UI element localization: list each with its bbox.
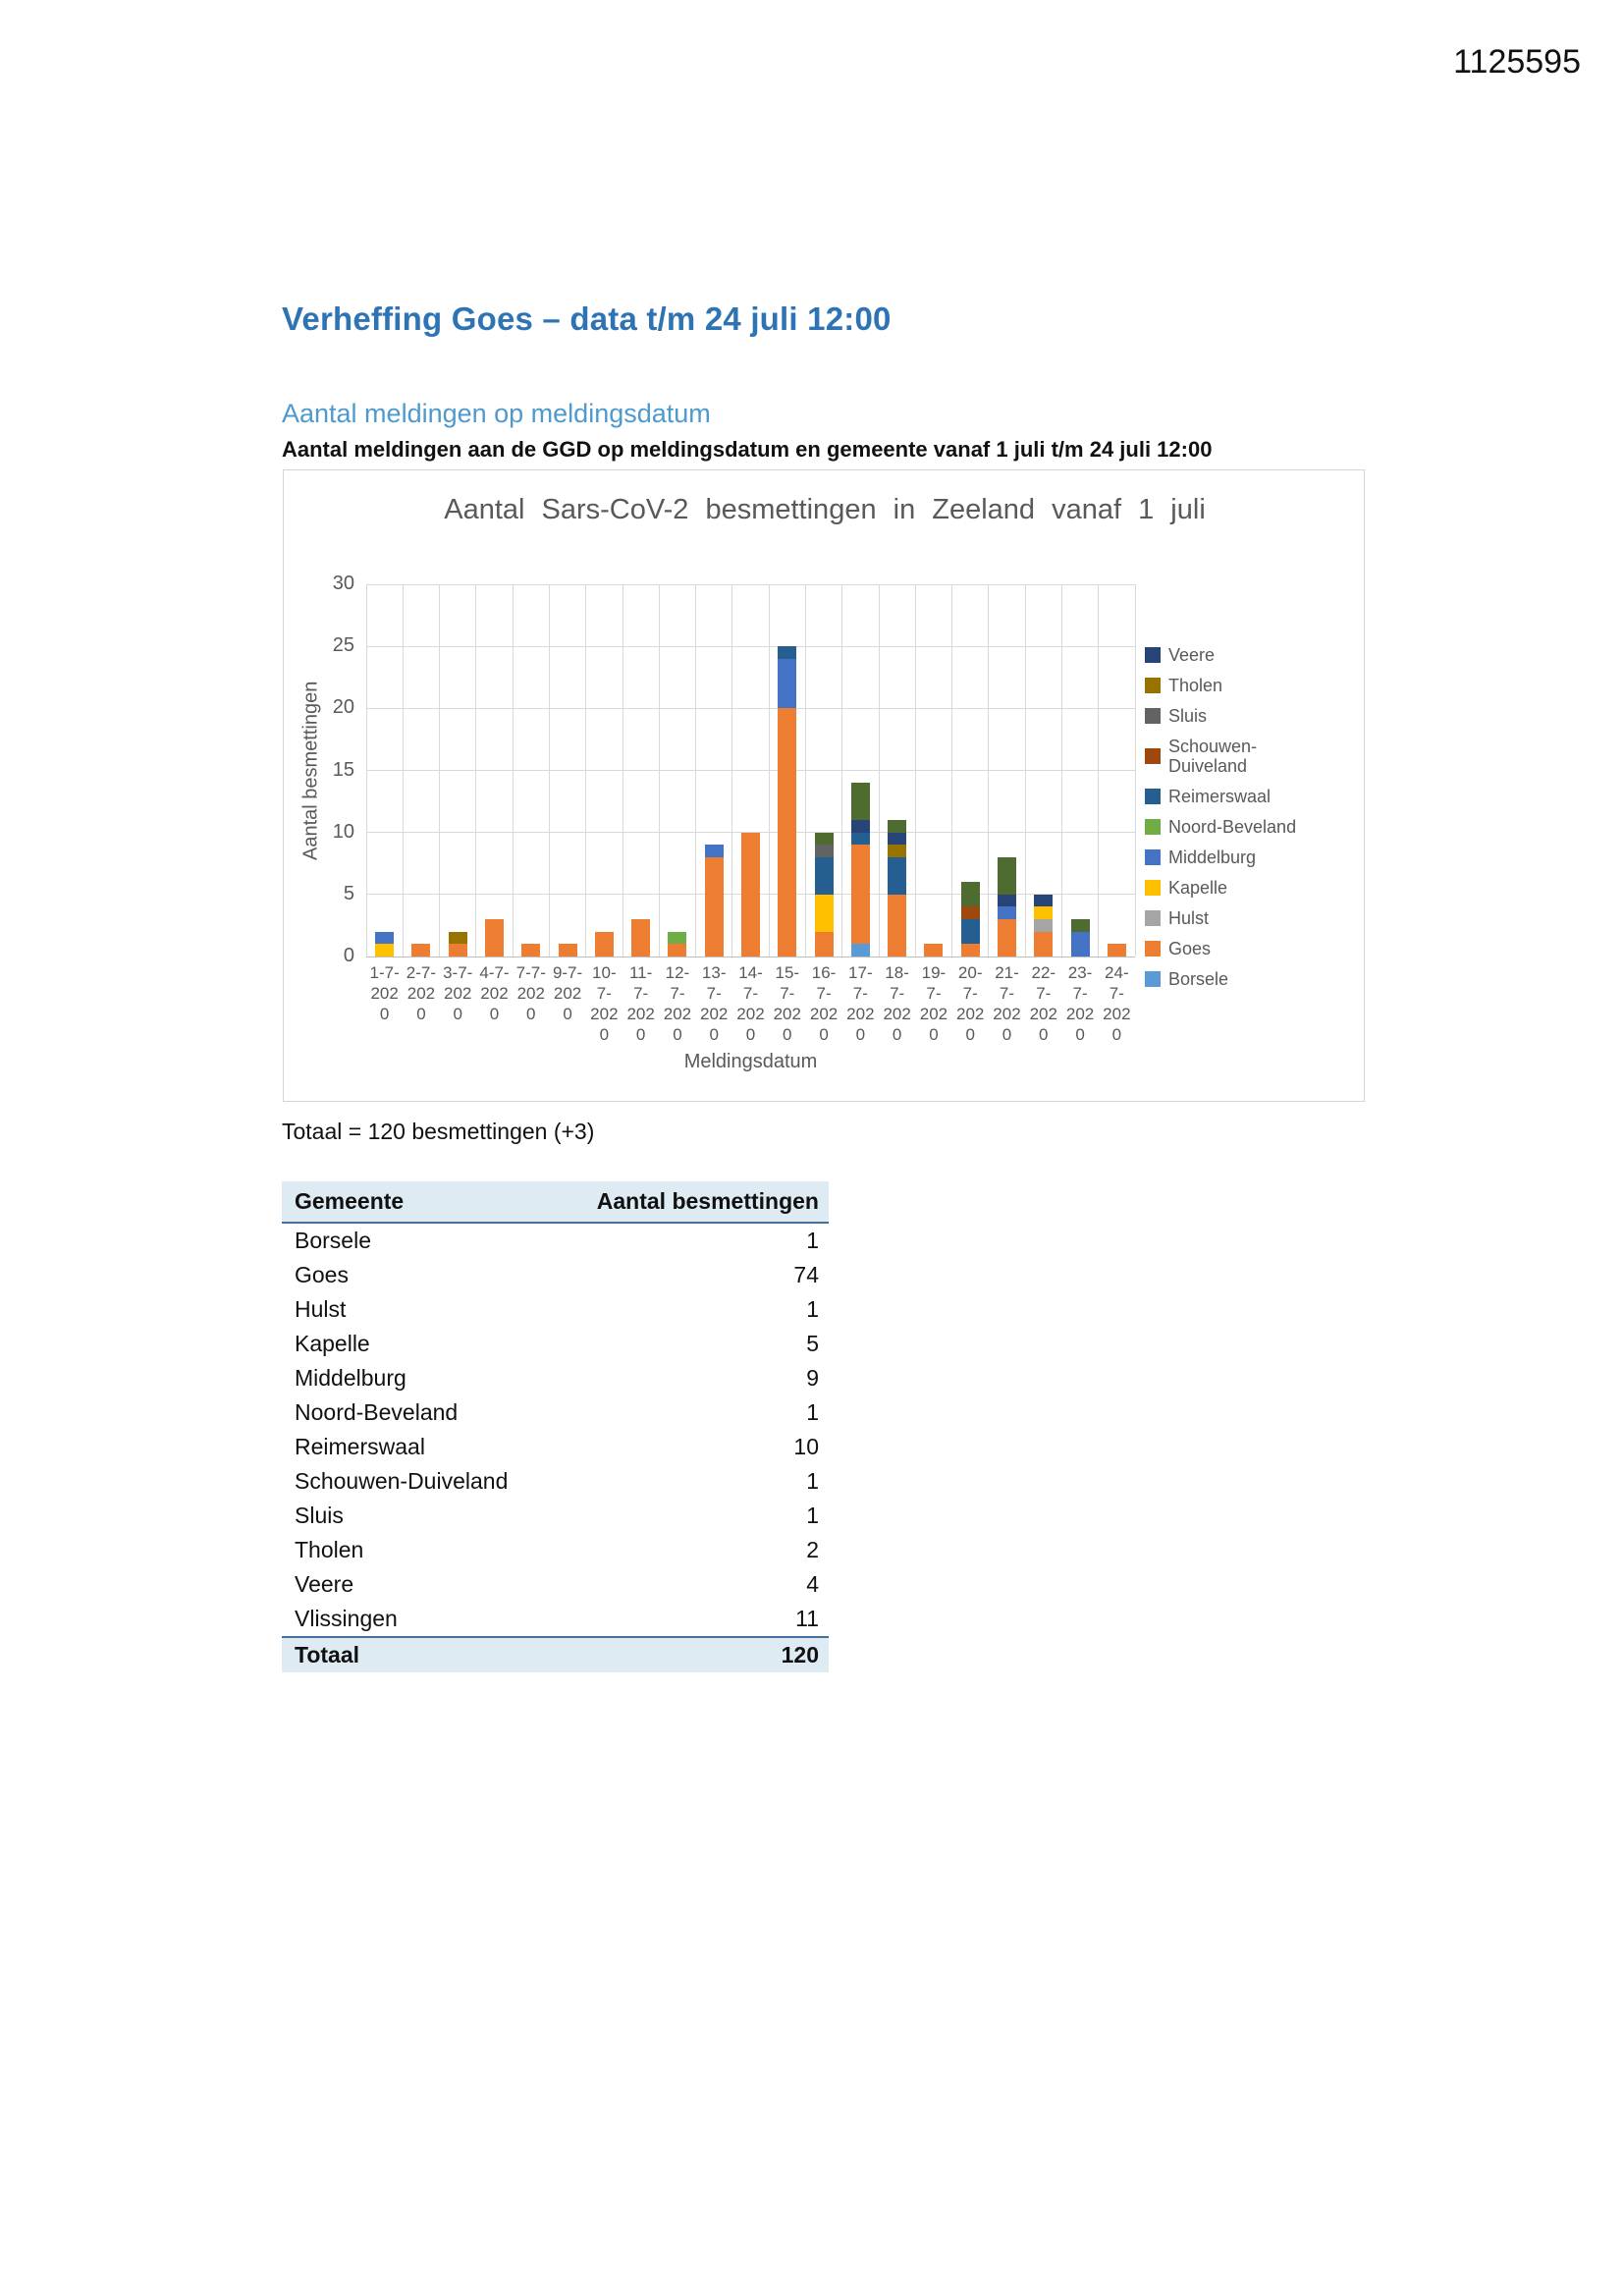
bar-segment xyxy=(888,895,906,957)
bar-segment xyxy=(778,659,796,709)
table-cell-gemeente: Sluis xyxy=(295,1503,344,1528)
legend-label: Reimerswaal xyxy=(1168,787,1272,806)
page-title: Verheffing Goes – data t/m 24 juli 12:00 xyxy=(282,301,892,337)
bar-segment xyxy=(851,944,870,957)
legend-swatch-schouwen-duiveland xyxy=(1145,748,1161,764)
table-cell-aantal: 1 xyxy=(806,1503,819,1528)
legend-swatch-borsele xyxy=(1145,971,1161,987)
legend-swatch-goes xyxy=(1145,941,1161,957)
gridline-vertical xyxy=(549,584,550,957)
table-cell-gemeente: Vlissingen xyxy=(295,1606,398,1631)
table-cell-aantal: 11 xyxy=(795,1606,819,1631)
bar-segment xyxy=(961,882,980,906)
gridline-vertical xyxy=(951,584,952,957)
gridline-vertical xyxy=(403,584,404,957)
bar-segment xyxy=(998,857,1016,895)
x-axis-labels xyxy=(366,962,1135,1049)
y-axis-tick-label: 15 xyxy=(332,758,354,781)
table-cell-gemeente: Hulst xyxy=(295,1296,347,1322)
x-axis-tick-label: 13- 7- 202 0 xyxy=(700,963,729,1044)
gridline-vertical xyxy=(915,584,916,957)
bar-segment xyxy=(815,845,834,857)
table-cell-aantal: 5 xyxy=(806,1331,819,1356)
bar-segment xyxy=(668,932,686,945)
table-cell-gemeente: Kapelle xyxy=(295,1331,370,1356)
x-axis-tick-label: 23- 7- 202 0 xyxy=(1065,963,1095,1044)
x-axis-tick-label: 7-7- 202 0 xyxy=(515,963,546,1023)
bar-segment xyxy=(815,857,834,895)
gridline-vertical xyxy=(585,584,586,957)
legend-item xyxy=(1145,737,1306,776)
gridline-vertical xyxy=(1135,584,1136,957)
plot-area xyxy=(366,584,1135,957)
gemeente-table xyxy=(282,1181,829,1672)
gridline-vertical xyxy=(513,584,514,957)
bar-segment xyxy=(741,833,760,957)
x-axis-tick-label: 14- 7- 202 0 xyxy=(736,963,765,1044)
table-header-aantal: Aantal besmettingen xyxy=(552,1181,829,1223)
legend-label: Sluis xyxy=(1168,706,1208,726)
table-cell-aantal: 1 xyxy=(806,1468,819,1494)
table-cell-gemeente: Noord-Beveland xyxy=(295,1399,459,1425)
table-header-gemeente: Gemeente xyxy=(282,1181,552,1223)
x-axis-tick-label: 11- 7- 202 0 xyxy=(626,963,655,1044)
table-cell-gemeente: Schouwen-Duiveland xyxy=(295,1468,509,1494)
bar-segment xyxy=(815,895,834,932)
table-row xyxy=(282,1464,829,1499)
gridline-vertical xyxy=(439,584,440,957)
table-row xyxy=(282,1327,829,1361)
bar-segment xyxy=(998,895,1016,907)
bar-segment xyxy=(411,944,430,957)
bar-segment xyxy=(851,820,870,833)
legend-swatch-middelburg xyxy=(1145,849,1161,865)
y-axis-tick-label: 30 xyxy=(332,573,354,594)
total-line: Totaal = 120 besmettingen (+3) xyxy=(282,1119,595,1144)
table-cell-aantal: 1 xyxy=(806,1296,819,1322)
table-total-value: 120 xyxy=(552,1637,829,1672)
bar-segment xyxy=(815,932,834,957)
bar-segment xyxy=(778,646,796,659)
bar-segment xyxy=(521,944,540,957)
gridline-vertical xyxy=(769,584,770,957)
gridline-vertical xyxy=(1061,584,1062,957)
legend-label: Schouwen-Duiveland xyxy=(1168,737,1258,776)
bar-segment xyxy=(668,944,686,957)
x-axis-tick-label: 4-7- 202 0 xyxy=(479,963,510,1023)
bar-segment xyxy=(705,857,724,957)
bar-segment xyxy=(924,944,943,957)
x-axis-tick-label: 21- 7- 202 0 xyxy=(993,963,1021,1044)
bar-segment xyxy=(888,833,906,846)
legend-swatch-veere xyxy=(1145,647,1161,663)
legend-label: Tholen xyxy=(1168,676,1223,695)
chart-legend xyxy=(1145,645,1306,989)
table-cell-aantal: 4 xyxy=(806,1571,819,1597)
y-axis-tick-label: 25 xyxy=(332,634,354,657)
gridline-vertical xyxy=(475,584,476,957)
table-cell-aantal: 1 xyxy=(806,1399,819,1425)
bar-segment xyxy=(1071,919,1090,932)
bar-segment xyxy=(595,932,614,957)
gridline-vertical xyxy=(879,584,880,957)
x-axis-tick-label: 3-7- 202 0 xyxy=(443,963,473,1023)
table-row xyxy=(282,1602,829,1637)
chart-caption: Aantal meldingen aan de GGD op meldingsdatum en gemeente vanaf 1 juli t/m 24 juli 12:00 xyxy=(282,437,1213,462)
gridline-horizontal xyxy=(366,770,1135,771)
table-row xyxy=(282,1499,829,1533)
chart-title: Aantal Sars-CoV-2 besmettingen in Zeeland vanaf 1 juli xyxy=(444,494,1206,525)
x-axis-tick-label: 18- 7- 202 0 xyxy=(883,963,911,1044)
x-axis-tick-label: 24- 7- 202 0 xyxy=(1103,963,1131,1044)
bar-segment xyxy=(1034,895,1053,907)
table-cell-aantal: 1 xyxy=(806,1228,819,1253)
x-axis-tick-label: 9-7- 202 0 xyxy=(552,963,583,1023)
legend-swatch-noord-beveland xyxy=(1145,819,1161,835)
legend-label: Noord-Beveland xyxy=(1168,817,1297,837)
legend-swatch-tholen xyxy=(1145,678,1161,693)
bar-segment xyxy=(961,944,980,957)
table-total-row xyxy=(282,1637,829,1672)
section-heading: Aantal meldingen op meldingsdatum xyxy=(282,399,711,428)
gridline-vertical xyxy=(841,584,842,957)
bar-segment xyxy=(851,783,870,820)
legend-label: Kapelle xyxy=(1168,878,1228,898)
legend-label: Middelburg xyxy=(1168,847,1257,867)
legend-item xyxy=(1145,939,1306,958)
bar-segment xyxy=(851,833,870,846)
bar-segment xyxy=(888,845,906,857)
table-cell-gemeente: Borsele xyxy=(295,1228,371,1253)
legend-item xyxy=(1145,706,1306,726)
gridline-vertical xyxy=(659,584,660,957)
legend-label: Veere xyxy=(1168,645,1216,665)
bar-segment xyxy=(449,944,467,957)
legend-item xyxy=(1145,817,1306,837)
legend-label: Borsele xyxy=(1168,969,1229,989)
gridline-vertical xyxy=(805,584,806,957)
bar-segment xyxy=(851,845,870,944)
gridline-vertical xyxy=(366,584,367,957)
table-total-label: Totaal xyxy=(282,1637,552,1672)
legend-label: Goes xyxy=(1168,939,1212,958)
bar-segment xyxy=(631,919,650,957)
x-axis-tick-label: 15- 7- 202 0 xyxy=(773,963,801,1044)
legend-swatch-hulst xyxy=(1145,910,1161,926)
table-cell-gemeente: Veere xyxy=(295,1571,354,1597)
gridline-vertical xyxy=(1098,584,1099,957)
table-cell-aantal: 74 xyxy=(793,1262,819,1287)
table-row xyxy=(282,1567,829,1602)
table-row xyxy=(282,1395,829,1430)
y-axis-tick-label: 0 xyxy=(343,945,354,966)
bar-segment xyxy=(1034,932,1053,957)
table-row xyxy=(282,1361,829,1395)
bar-segment xyxy=(1071,932,1090,957)
table-cell-gemeente: Goes xyxy=(295,1262,349,1287)
bar-segment xyxy=(998,906,1016,919)
table-cell-aantal: 10 xyxy=(793,1434,819,1459)
bar-segment xyxy=(1034,906,1053,919)
bar-segment xyxy=(815,833,834,846)
legend-swatch-reimerswaal xyxy=(1145,789,1161,804)
bar-segment xyxy=(449,932,467,945)
legend-swatch-sluis xyxy=(1145,708,1161,724)
legend-item xyxy=(1145,787,1306,806)
bar-segment xyxy=(961,906,980,919)
gridline-vertical xyxy=(988,584,989,957)
legend-item xyxy=(1145,847,1306,867)
x-axis-tick-label: 22- 7- 202 0 xyxy=(1029,963,1057,1044)
legend-label: Hulst xyxy=(1168,908,1210,928)
bar-segment xyxy=(888,820,906,833)
legend-item xyxy=(1145,908,1306,928)
x-axis-tick-label: 17- 7- 202 0 xyxy=(846,963,875,1044)
y-axis-title: Aantal besmettingen xyxy=(299,681,322,860)
bar-segment xyxy=(1108,944,1126,957)
legend-swatch-kapelle xyxy=(1145,880,1161,896)
bar-segment xyxy=(961,919,980,944)
bar-segment xyxy=(559,944,577,957)
x-axis-tick-label: 19- 7- 202 0 xyxy=(919,963,948,1044)
table-cell-gemeente: Reimerswaal xyxy=(295,1434,425,1459)
bar-segment xyxy=(778,708,796,957)
table-row xyxy=(282,1292,829,1327)
table-cell-aantal: 9 xyxy=(806,1365,819,1391)
y-axis-tick-label: 5 xyxy=(343,882,354,904)
gridline-horizontal xyxy=(366,708,1135,709)
bar-segment xyxy=(705,845,724,857)
legend-item xyxy=(1145,645,1306,665)
gridline-vertical xyxy=(695,584,696,957)
x-axis-tick-label: 10- 7- 202 0 xyxy=(590,963,619,1044)
table-cell-gemeente: Tholen xyxy=(295,1537,364,1562)
x-axis-title: Meldingsdatum xyxy=(683,1051,818,1072)
gridline-vertical xyxy=(731,584,732,957)
bar-segment xyxy=(1034,919,1053,932)
gridline-horizontal xyxy=(366,584,1135,585)
doc-number: 1125595 xyxy=(1453,43,1581,81)
table-header-row xyxy=(282,1181,829,1223)
x-axis-tick-label: 1-7- 202 0 xyxy=(369,963,400,1023)
y-axis-tick-label: 10 xyxy=(332,820,354,843)
table-cell-gemeente: Middelburg xyxy=(295,1365,406,1391)
table-row xyxy=(282,1430,829,1464)
table-row xyxy=(282,1533,829,1567)
legend-item xyxy=(1145,878,1306,898)
gridline-vertical xyxy=(1025,584,1026,957)
bar-segment xyxy=(375,944,394,957)
gridline-horizontal xyxy=(366,646,1135,647)
x-axis-tick-label: 16- 7- 202 0 xyxy=(809,963,839,1044)
table-row xyxy=(282,1223,829,1258)
y-axis-tick-label: 20 xyxy=(332,696,354,719)
bar-segment xyxy=(998,919,1016,957)
x-axis-tick-label: 2-7- 202 0 xyxy=(406,963,437,1023)
x-axis-tick-label: 20- 7- 202 0 xyxy=(956,963,985,1044)
table-row xyxy=(282,1258,829,1292)
table-cell-aantal: 2 xyxy=(806,1537,819,1562)
bar-segment xyxy=(485,919,504,957)
x-axis-tick-label: 12- 7- 202 0 xyxy=(663,963,692,1044)
chart xyxy=(283,469,1365,1102)
bar-segment xyxy=(375,932,394,945)
legend-item xyxy=(1145,969,1306,989)
legend-item xyxy=(1145,676,1306,695)
bar-segment xyxy=(888,857,906,895)
